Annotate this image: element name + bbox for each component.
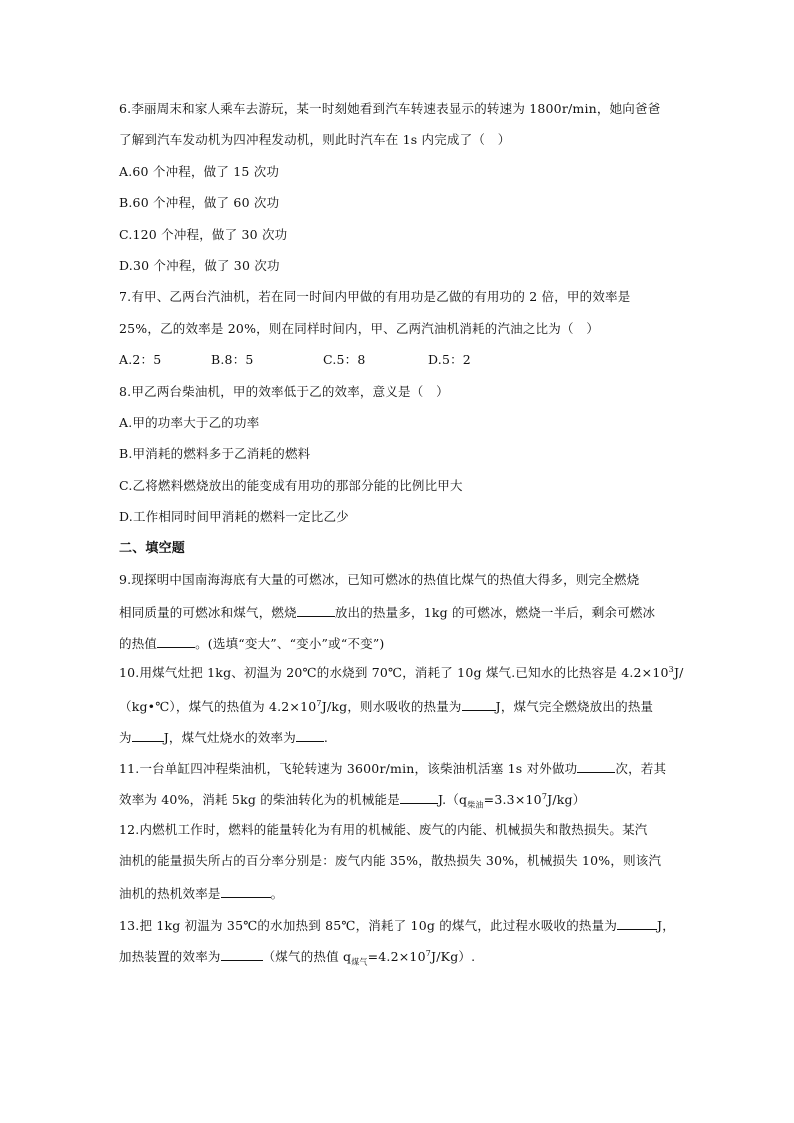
q10-text-1a: 10.用煤气灶把 1kg、初温为 20℃的水烧到 70℃，消耗了 10g 煤气.已知水的比热容是 4.2×10 [119, 665, 669, 680]
q9-text-3b: 。(选填“变大”、“变小”或“不变”) [195, 636, 385, 651]
q11-text-1b: 次，若其 [615, 761, 667, 776]
q10-text-2b: J/kg，则水吸收的热量为 [321, 699, 462, 714]
q7-line-1: 7.有甲、乙两台汽油机，若在同一时间内甲做的有用功是乙做的有用功的 2 倍，甲的效率是 [119, 289, 631, 304]
q9-text-2a: 相同质量的可燃冰和煤气，燃烧 [119, 605, 297, 620]
q7-options-row [119, 351, 471, 369]
q10-text-3a: 为 [119, 730, 132, 745]
q12-text-3a: 油机的热机效率是 [119, 886, 221, 901]
q10-line-2 [119, 696, 653, 716]
q13-text-2c: =4.2×10 [367, 949, 426, 964]
q8-option-c: C.乙将燃料燃烧放出的能变成有用功的那部分能的比例比甲大 [119, 478, 463, 493]
q13-text-2b: （煤气的热值 q [262, 949, 352, 964]
q11-text-2b: J.（q [437, 792, 468, 807]
q11-line-1 [119, 758, 666, 778]
q7-line-2: 25%，乙的效率是 20%，则在同样时间内，甲、乙两汽油机消耗的汽油之比为（ ） [119, 321, 600, 336]
q12-blank-1[interactable] [221, 883, 271, 898]
q11-exp: 7 [541, 791, 548, 801]
q11-subscript-fuel: 柴油 [467, 800, 484, 810]
q13-blank-1[interactable] [617, 915, 657, 930]
q12-line-1: 12.内燃机工作时，燃料的能量转化为有用的机械能、废气的内能、机械损失和散热损失。某汽 [119, 822, 648, 837]
q11-text-2c: =3.3×10 [483, 792, 542, 807]
q10-blank-1[interactable] [462, 696, 496, 711]
q13-text-2d: J/Kg）. [431, 949, 476, 964]
q8-option-b: B.甲消耗的燃料多于乙消耗的燃料 [119, 446, 311, 461]
q9-blank-1[interactable] [297, 602, 335, 617]
q13-line-2 [119, 946, 475, 966]
q10-text-3b: J，煤气灶烧水的效率为 [163, 730, 296, 745]
q10-text-1b: J/ [673, 665, 684, 680]
q10-text-3c: . [323, 730, 329, 745]
q10-text-2a: （kg•℃），煤气的热值为 4.2×10 [119, 699, 317, 714]
q6-line-1: 6.李丽周末和家人乘车去游玩，某一时刻她看到汽车转速表显示的转速为 1800r/min，她向爸爸 [119, 101, 661, 116]
q10-text-2c: J，煤气完全燃烧放出的热量 [495, 699, 654, 714]
q7-option-c: C.5：8 [323, 352, 366, 367]
q7-option-a: A.2：5 [119, 352, 162, 367]
q8-line-1: 8.甲乙两台柴油机，甲的效率低于乙的效率，意义是（ ） [119, 384, 449, 399]
q13-subscript-gas: 煤气 [351, 957, 368, 967]
q9-line-1: 9.现探明中国南海海底有大量的可燃冰，已知可燃冰的热值比煤气的热值大得多，则完全燃烧 [119, 572, 640, 587]
q10-line-3 [119, 727, 328, 747]
q11-line-2 [119, 789, 585, 809]
q10-line-1 [119, 664, 684, 682]
q13-blank-2[interactable] [221, 946, 263, 961]
q9-blank-2[interactable] [157, 633, 195, 648]
q13-text-1a: 13.把 1kg 初温为 35℃的水加热到 85℃，消耗了 10g 的煤气，此过程水吸收的热量为 [119, 918, 618, 933]
q6-option-b: B.60 个冲程，做了 60 次功 [119, 195, 280, 210]
q12-text-3b: 。 [270, 886, 284, 901]
q12-line-3 [119, 883, 283, 903]
q11-text-1a: 11.一台单缸四冲程柴油机，飞轮转速为 3600r/min，该柴油机活塞 1s 对外做功 [119, 761, 578, 776]
q9-line-2 [119, 602, 655, 622]
q12-line-2: 油机的能量损失所占的百分率分别是：废气内能 35%，散热损失 30%，机械损失 10%，则该汽 [119, 853, 662, 868]
q13-text-1b: J， [657, 918, 675, 933]
q11-text-2a: 效率为 40%，消耗 5kg 的柴油转化为的机械能是 [119, 792, 400, 807]
q10-exp-2: 7 [316, 698, 322, 708]
q6-option-a: A.60 个冲程，做了 15 次功 [119, 164, 280, 179]
q10-exp-1: 3 [668, 664, 674, 674]
q10-blank-2[interactable] [132, 727, 164, 742]
q8-option-a: A.甲的功率大于乙的功率 [119, 415, 260, 430]
q13-line-1 [119, 915, 675, 935]
q8-option-d: D.工作相同时间甲消耗的燃料一定比乙少 [119, 509, 349, 524]
q6-option-c: C.120 个冲程，做了 30 次功 [119, 227, 288, 242]
section-heading-fill-in: 二、填空题 [119, 541, 186, 556]
q9-text-2b: 放出的热量多，1kg 的可燃冰，燃烧一半后，剩余可燃冰 [334, 605, 656, 620]
q11-blank-2[interactable] [400, 789, 438, 804]
q11-blank-1[interactable] [577, 758, 615, 773]
q10-blank-3[interactable] [296, 727, 324, 742]
q13-exp: 7 [425, 948, 432, 958]
q7-option-d: D.5：2 [428, 352, 471, 367]
q6-option-d: D.30 个冲程，做了 30 次功 [119, 258, 280, 273]
q9-text-3a: 的热值 [119, 636, 158, 651]
q9-line-3 [119, 633, 385, 653]
q11-text-2d: J/kg） [547, 792, 586, 807]
q13-text-2a: 加热装置的效率为 [119, 949, 221, 964]
q7-option-b: B.8：5 [211, 352, 254, 367]
q6-line-2: 了解到汽车发动机为四冲程发动机，则此时汽车在 1s 内完成了（ ） [119, 132, 511, 147]
